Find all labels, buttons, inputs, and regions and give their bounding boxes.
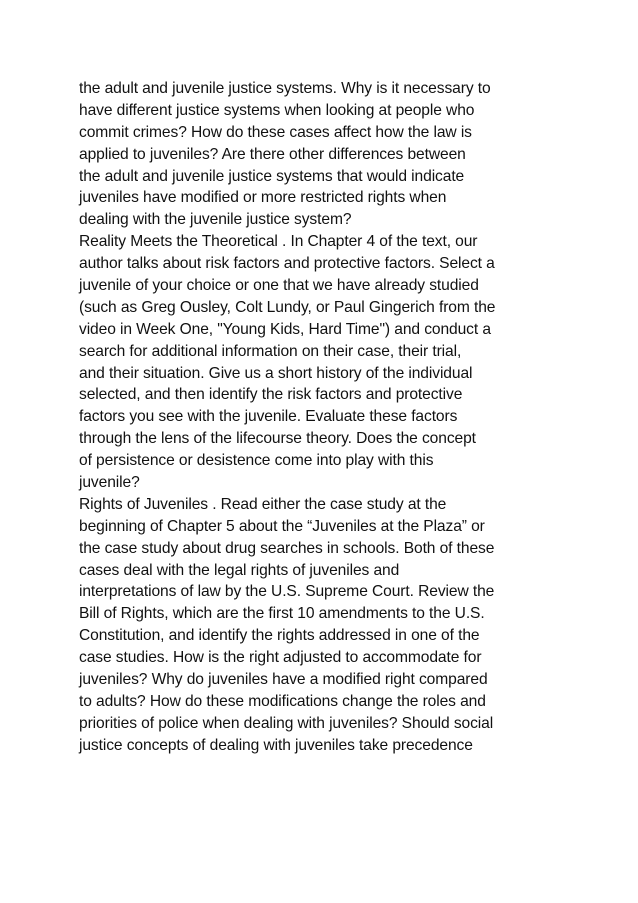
text-line: of persistence or desistence come into play with this xyxy=(79,452,434,470)
text-line: Constitution, and identify the rights addressed in one of the xyxy=(79,627,480,645)
text-line: juveniles? Why do juveniles have a modified right compared xyxy=(79,671,488,689)
text-line: to adults? How do these modifications change the roles and xyxy=(79,692,486,710)
text-line: beginning of Chapter 5 about the “Juveniles at the Plaza” or xyxy=(79,517,485,535)
text-line: priorities of police when dealing with juveniles? Should social xyxy=(79,714,494,732)
text-line: (such as Greg Ousley, Colt Lundy, or Paul Gingerich from the xyxy=(79,298,496,316)
text-line: the adult and juvenile justice systems that would indicate xyxy=(79,167,465,185)
text-line: interpretations of law by the U.S. Supreme Court. Review the xyxy=(79,583,495,601)
text-line: juvenile of your choice or one that we have already studied xyxy=(79,277,479,295)
text-line: Bill of Rights, which are the first 10 amendments to the U.S. xyxy=(79,605,485,623)
section-heading-rights-of-juveniles: Rights of Juveniles . Read either the case study at the xyxy=(79,495,447,513)
document-body-text xyxy=(79,78,579,757)
text-line: have different justice systems when looking at people who xyxy=(79,101,475,119)
text-line: juveniles have modified or more restricted rights when xyxy=(79,189,447,207)
text-line: factors you see with the juvenile. Evaluate these factors xyxy=(79,408,458,426)
text-line: the case study about drug searches in schools. Both of these xyxy=(79,539,495,557)
text-line: author talks about risk factors and protective factors. Select a xyxy=(79,255,495,273)
text-line: and their situation. Give us a short history of the individual xyxy=(79,364,473,382)
text-line: juvenile? xyxy=(79,474,140,492)
text-line: cases deal with the legal rights of juveniles and xyxy=(79,561,400,579)
text-line: through the lens of the lifecourse theory. Does the concept xyxy=(79,430,476,448)
text-line: dealing with the juvenile justice system? xyxy=(79,211,352,229)
text-line: case studies. How is the right adjusted to accommodate for xyxy=(79,649,482,667)
text-line: commit crimes? How do these cases affect how the law is xyxy=(79,123,472,141)
text-line: applied to juveniles? Are there other differences between xyxy=(79,145,466,163)
section-heading-reality-meets-theoretical: Reality Meets the Theoretical . In Chapter 4 of the text, our xyxy=(79,233,478,251)
text-line: justice concepts of dealing with juveniles take precedence xyxy=(79,736,473,754)
text-line: video in Week One, "Young Kids, Hard Time") and conduct a xyxy=(79,320,491,338)
text-line: selected, and then identify the risk factors and protective xyxy=(79,386,463,404)
text-line: the adult and juvenile justice systems. Why is it necessary to xyxy=(79,80,491,97)
text-line: search for additional information on their case, their trial, xyxy=(79,342,462,360)
